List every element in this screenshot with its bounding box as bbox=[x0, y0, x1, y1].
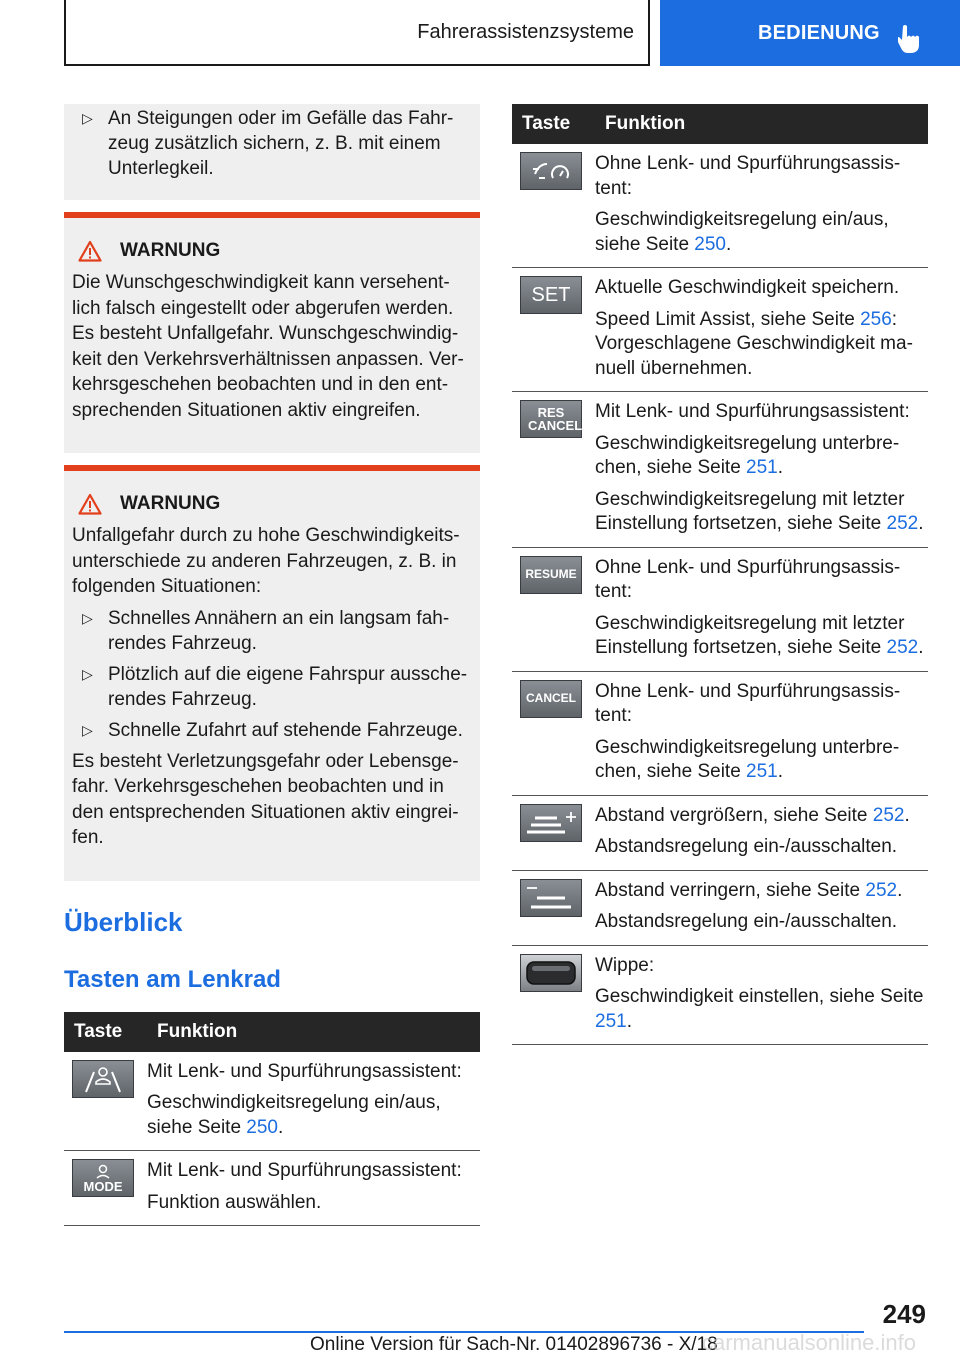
function-text: Ohne Lenk- und Spurführungsassis-tent: bbox=[595, 153, 901, 199]
column-header-function: Funktion bbox=[147, 1012, 480, 1052]
warning-box bbox=[64, 212, 480, 453]
driving-assistant-icon bbox=[72, 1060, 134, 1098]
function-text: Funktion auswählen. bbox=[147, 1191, 322, 1213]
function-text: Abstand verringern, siehe Seite 252. bbox=[595, 879, 903, 901]
subsection-heading: Tasten am Lenkrad bbox=[64, 965, 281, 993]
function-text: Geschwindigkeitsregelung mit letzter Einstellung fortsetzen, siehe Seite 252. bbox=[595, 612, 924, 658]
footer-text: Online Version für Sach-Nr. 01402896736 - X/18 bbox=[310, 1334, 718, 1355]
section-header bbox=[64, 0, 650, 66]
warning-heading bbox=[72, 493, 472, 515]
table-header-row bbox=[512, 104, 928, 144]
mode-button-icon bbox=[72, 1159, 134, 1197]
function-text: Abstand vergrößern, siehe Seite 252. bbox=[595, 804, 910, 826]
key-cell bbox=[512, 945, 595, 1045]
function-cell bbox=[147, 1052, 480, 1151]
cancel-button-icon bbox=[520, 680, 582, 718]
table-row bbox=[64, 1151, 480, 1226]
function-text: Geschwindigkeitsregelung mit letzter Einstellung fortsetzen, siehe Seite 252. bbox=[595, 488, 924, 534]
list-item bbox=[72, 606, 472, 656]
function-text: Mit Lenk- und Spurführungsassistent: bbox=[147, 1160, 462, 1181]
key-cell bbox=[64, 1052, 147, 1151]
function-cell bbox=[595, 671, 928, 795]
function-text: Mit Lenk- und Spurführungsassistent: bbox=[595, 401, 910, 422]
button-label: SET bbox=[531, 283, 571, 306]
left-column bbox=[64, 104, 480, 1226]
function-cell bbox=[595, 392, 928, 548]
table-header-row bbox=[64, 1012, 480, 1052]
section-heading: Überblick bbox=[64, 906, 183, 937]
page-link[interactable]: 252 bbox=[872, 804, 905, 826]
table-row bbox=[512, 945, 928, 1045]
tip-box bbox=[64, 104, 480, 200]
page-link[interactable]: 252 bbox=[886, 513, 919, 534]
steering-wheel-keys-table-continued bbox=[512, 104, 928, 1045]
page-link[interactable]: 250 bbox=[246, 1116, 278, 1138]
warning-triangle-icon bbox=[78, 493, 102, 515]
cruise-control-icon bbox=[520, 152, 582, 190]
set-button-icon bbox=[520, 276, 582, 314]
warning-title: WARNUNG bbox=[120, 493, 221, 514]
function-text: Geschwindigkeitsregelung ein/aus, siehe Seite 250. bbox=[147, 1092, 441, 1138]
function-cell bbox=[147, 1151, 480, 1226]
table-row bbox=[64, 1052, 480, 1151]
key-cell bbox=[512, 268, 595, 392]
warning-outro: Es besteht Verletzungsgefahr oder Lebensge-fahr. Verkehrsgeschehen beobachten und in den entsprechenden Situationen aktiv eingrei-fen. bbox=[72, 750, 459, 848]
key-cell bbox=[512, 547, 595, 671]
warning-box bbox=[64, 465, 480, 881]
page-link[interactable]: 251 bbox=[746, 761, 778, 782]
button-label: CANCEL bbox=[526, 691, 576, 705]
column-header-function: Funktion bbox=[595, 104, 928, 144]
function-text: Abstandsregelung ein-/ausschalten. bbox=[595, 911, 898, 932]
table-row bbox=[512, 392, 928, 548]
resume-button-icon bbox=[520, 556, 582, 594]
page-link[interactable]: 252 bbox=[886, 637, 919, 658]
key-cell bbox=[512, 392, 595, 548]
function-text: Ohne Lenk- und Spurführungsassis-tent: bbox=[595, 556, 901, 602]
function-text: Geschwindigkeitsregelung unterbre-chen, siehe Seite 251. bbox=[595, 432, 900, 478]
key-cell bbox=[512, 144, 595, 268]
section-title: Fahrerassistenzsysteme bbox=[417, 20, 634, 43]
table-row bbox=[512, 870, 928, 945]
key-cell bbox=[512, 671, 595, 795]
function-cell bbox=[595, 547, 928, 671]
key-cell bbox=[64, 1151, 147, 1226]
function-cell bbox=[595, 870, 928, 945]
function-cell bbox=[595, 144, 928, 268]
list-item-text: An Steigungen oder im Gefälle das Fahr-zeug zusätzlich sichern, z. B. mit einem Unterlegkeil. bbox=[108, 108, 454, 179]
warning-triangle-icon bbox=[78, 240, 102, 262]
triangle-bullet-icon: ▷ bbox=[82, 665, 93, 682]
list-item bbox=[72, 662, 472, 712]
column-header-key: Taste bbox=[512, 104, 595, 144]
function-text: Ohne Lenk- und Spurführungsassis-tent: bbox=[595, 680, 901, 726]
function-text: Geschwindigkeitsregelung unterbre-chen, siehe Seite 251. bbox=[595, 736, 900, 782]
chapter-header bbox=[660, 0, 960, 66]
page-number: 249 bbox=[882, 1299, 926, 1329]
triangle-bullet-icon: ▷ bbox=[82, 110, 93, 126]
function-text: Geschwindigkeit einstellen, siehe Seite 251. bbox=[595, 986, 924, 1032]
function-text: Abstandsregelung ein-/ausschalten. bbox=[595, 836, 898, 857]
triangle-bullet-icon: ▷ bbox=[82, 609, 93, 626]
steering-wheel-keys-table bbox=[64, 1012, 480, 1227]
function-cell bbox=[595, 268, 928, 392]
page-link[interactable]: 251 bbox=[595, 1010, 627, 1032]
table-row bbox=[512, 671, 928, 795]
warning-heading bbox=[72, 240, 472, 262]
page-link[interactable]: 250 bbox=[694, 233, 726, 255]
rocker-switch-icon bbox=[520, 954, 582, 992]
function-text: Aktuelle Geschwindigkeit speichern. bbox=[595, 277, 900, 298]
function-cell bbox=[595, 945, 928, 1045]
watermark: carmanualsonline.info bbox=[701, 1330, 916, 1355]
function-text: Speed Limit Assist, siehe Seite 256: Vorgeschlagene Geschwindigkeit ma-nuell übernehmen. bbox=[595, 308, 913, 379]
table-row bbox=[512, 547, 928, 671]
button-label: RESUME bbox=[525, 567, 577, 581]
button-label: MODE bbox=[83, 1178, 123, 1194]
function-cell bbox=[595, 795, 928, 870]
list-item bbox=[72, 106, 472, 181]
warning-title: WARNUNG bbox=[120, 240, 221, 261]
column-header-key: Taste bbox=[64, 1012, 147, 1052]
distance-decrease-icon bbox=[520, 879, 582, 917]
button-label: RES CANCEL bbox=[528, 405, 583, 433]
distance-increase-icon bbox=[520, 804, 582, 842]
list-item-text: Schnelle Zufahrt auf stehende Fahrzeuge. bbox=[108, 719, 463, 741]
res-cancel-button-icon bbox=[520, 400, 582, 438]
function-text: Geschwindigkeitsregelung ein/aus, siehe Seite 250. bbox=[595, 209, 889, 255]
key-cell bbox=[512, 870, 595, 945]
key-cell bbox=[512, 795, 595, 870]
function-text: Mit Lenk- und Spurführungsassistent: bbox=[147, 1060, 462, 1082]
table-row bbox=[512, 795, 928, 870]
table-row bbox=[512, 144, 928, 268]
warning-text: Die Wunschgeschwindigkeit kann versehent-lich falsch eingestellt oder abgerufen werden. Es besteht Unfallgefahr. Wunschgeschwindig-keit den Verkehrsverhältnissen anpassen. Ver-kehrsgeschehen beobachten und in den ent-sprechenden Situationen aktiv eingreifen. bbox=[72, 272, 464, 421]
page-link[interactable]: 256 bbox=[860, 308, 892, 330]
list-item bbox=[72, 718, 472, 743]
page-link[interactable]: 252 bbox=[865, 879, 898, 901]
list-item-text: Plötzlich auf die eigene Fahrspur ausschе-rendes Fahrzeug. bbox=[108, 663, 468, 710]
pointing-hand-icon bbox=[898, 24, 924, 54]
warning-intro: Unfallgefahr durch zu hohe Geschwindigkeits-unterschiede zu anderen Fahrzeugen, z. B. in folgenden Situationen: bbox=[72, 525, 460, 597]
triangle-bullet-icon: ▷ bbox=[82, 721, 93, 738]
chapter-title: BEDIENUNG bbox=[758, 21, 880, 44]
table-row bbox=[512, 268, 928, 392]
function-text: Wippe: bbox=[595, 954, 655, 976]
list-item-text: Schnelles Annähern an ein langsam fah-rendes Fahrzeug. bbox=[108, 607, 450, 654]
page-link[interactable]: 251 bbox=[746, 457, 778, 478]
right-column bbox=[512, 104, 928, 1045]
